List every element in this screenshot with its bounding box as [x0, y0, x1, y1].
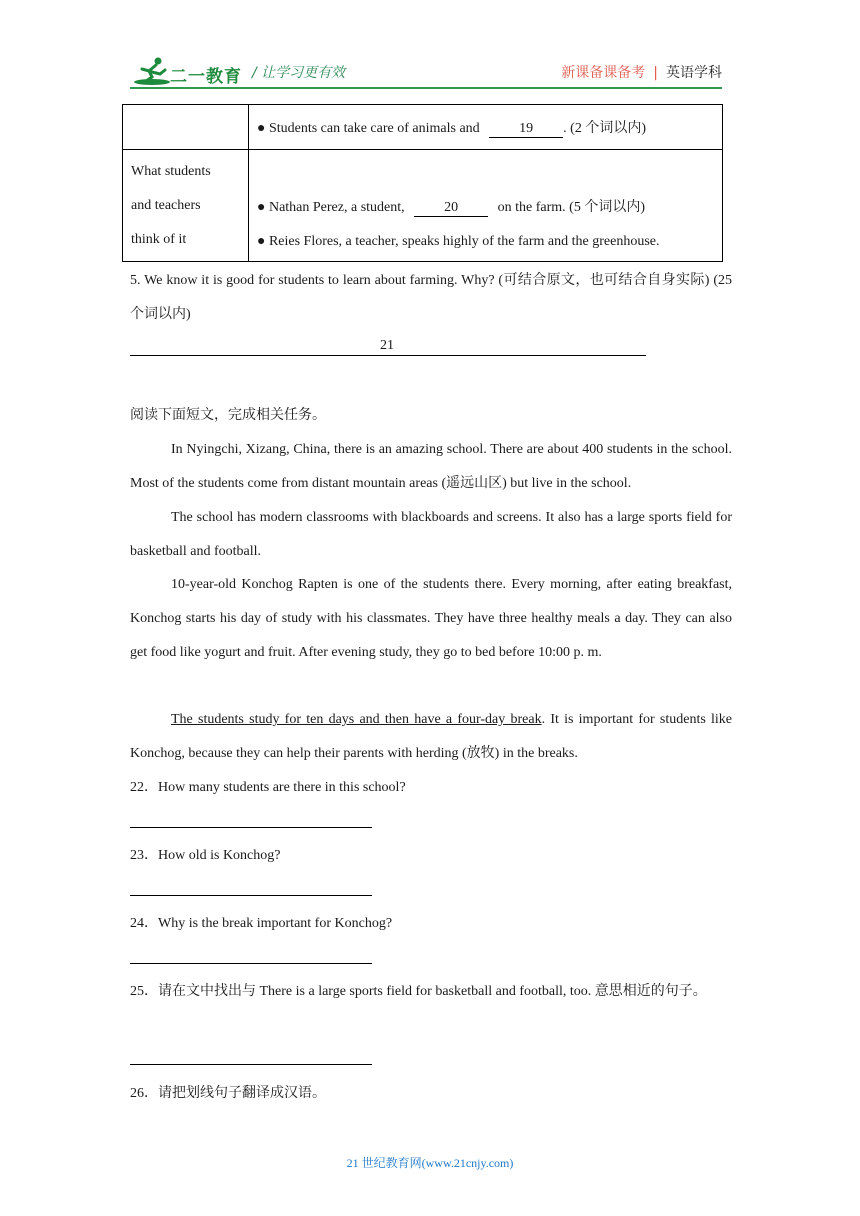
- underlined-sentence: The students study for ten days and then have a four-day break: [171, 712, 542, 727]
- question-22: 22．How many students are there in this school?: [130, 780, 406, 795]
- question-24: 24．Why is the break important for Konchog?: [130, 916, 393, 931]
- table-cell-content: [249, 105, 723, 150]
- header-label-subject: 英语学科: [666, 65, 722, 81]
- passage-paragraph-3: 10-year-old Konchog Rapten is one of the students there. Every morning, after eating breakfast, Konchog starts his day of study with his classmates. They have three healthy meals a day. They can also get food like yogurt and fruit. After evening study, they go to bed before 10:00 p. m.: [130, 577, 732, 660]
- header-separator: |: [653, 65, 658, 81]
- row1-suffix: . (2 个词以内): [563, 120, 646, 136]
- label-line: think of it: [131, 231, 187, 247]
- blank-19[interactable]: 19: [489, 121, 563, 138]
- question-23: 23．How old is Konchog?: [130, 848, 281, 863]
- question-25: 25．请在文中找出与 There is a large sports field for basketball and football, too. 意思相近的句子。: [130, 984, 707, 999]
- table-cell-label: [123, 150, 249, 262]
- answer-line-23[interactable]: [130, 895, 372, 896]
- logo-text: 二一教育: [170, 67, 242, 87]
- label-line: What students: [131, 163, 211, 179]
- page-footer[interactable]: 21 世纪教育网(www.21cnjy.com): [346, 1156, 514, 1170]
- page-header: [130, 56, 722, 96]
- header-label-course: 新课备课备考: [561, 65, 646, 81]
- paragraph-4-rest: . It is important for students like Konchog, because they can help their parents with herding (放牧) in the breaks.: [130, 712, 733, 761]
- instruction: 阅读下面短文，完成相关任务。: [130, 408, 326, 423]
- row2-line1-suffix: on the farm. (5 个词以内): [497, 200, 645, 215]
- info-table: [122, 104, 723, 262]
- row2-line1-text: ● Nathan Perez, a student,: [257, 200, 405, 215]
- passage-paragraph-1: In Nyingchi, Xizang, China, there is an amazing school. There are about 400 students in the school. Most of the students come from distant mountain areas (遥远山区) but live in the school.: [130, 442, 732, 491]
- answer-line-21[interactable]: [130, 338, 646, 356]
- blank-21-label: 21: [380, 338, 394, 353]
- label-line: and teachers: [131, 197, 201, 213]
- runner-logo-icon: [132, 56, 172, 86]
- row2-line2: ● Reies Flores, a teacher, speaks highly of the farm and the greenhouse.: [257, 234, 660, 249]
- row1-text: ● Students can take care of animals and: [257, 120, 480, 136]
- passage-paragraph-2: The school has modern classrooms with blackboards and screens. It also has a large sports field for basketball and football.: [130, 510, 732, 559]
- answer-line-24[interactable]: [130, 963, 372, 964]
- question-26: 26．请把划线句子翻译成汉语。: [130, 1086, 326, 1101]
- table-cell-content: [249, 150, 723, 262]
- question-5: 5. We know it is good for students to learn about farming. Why? (可结合原文，也可结合自身实际) (25 个词以内): [130, 273, 732, 322]
- table-cell-label: [123, 105, 249, 150]
- row2-line1: [257, 191, 714, 225]
- header-subject: [561, 62, 722, 82]
- answer-line-22[interactable]: [130, 827, 372, 828]
- blank-20[interactable]: 20: [414, 200, 488, 217]
- passage-paragraph-4: [130, 703, 732, 771]
- answer-line-25[interactable]: [130, 1064, 372, 1065]
- table-row: [123, 105, 723, 150]
- slogan: / 让学习更有效: [252, 65, 346, 81]
- table-row: [123, 150, 723, 262]
- header-divider: [130, 87, 722, 89]
